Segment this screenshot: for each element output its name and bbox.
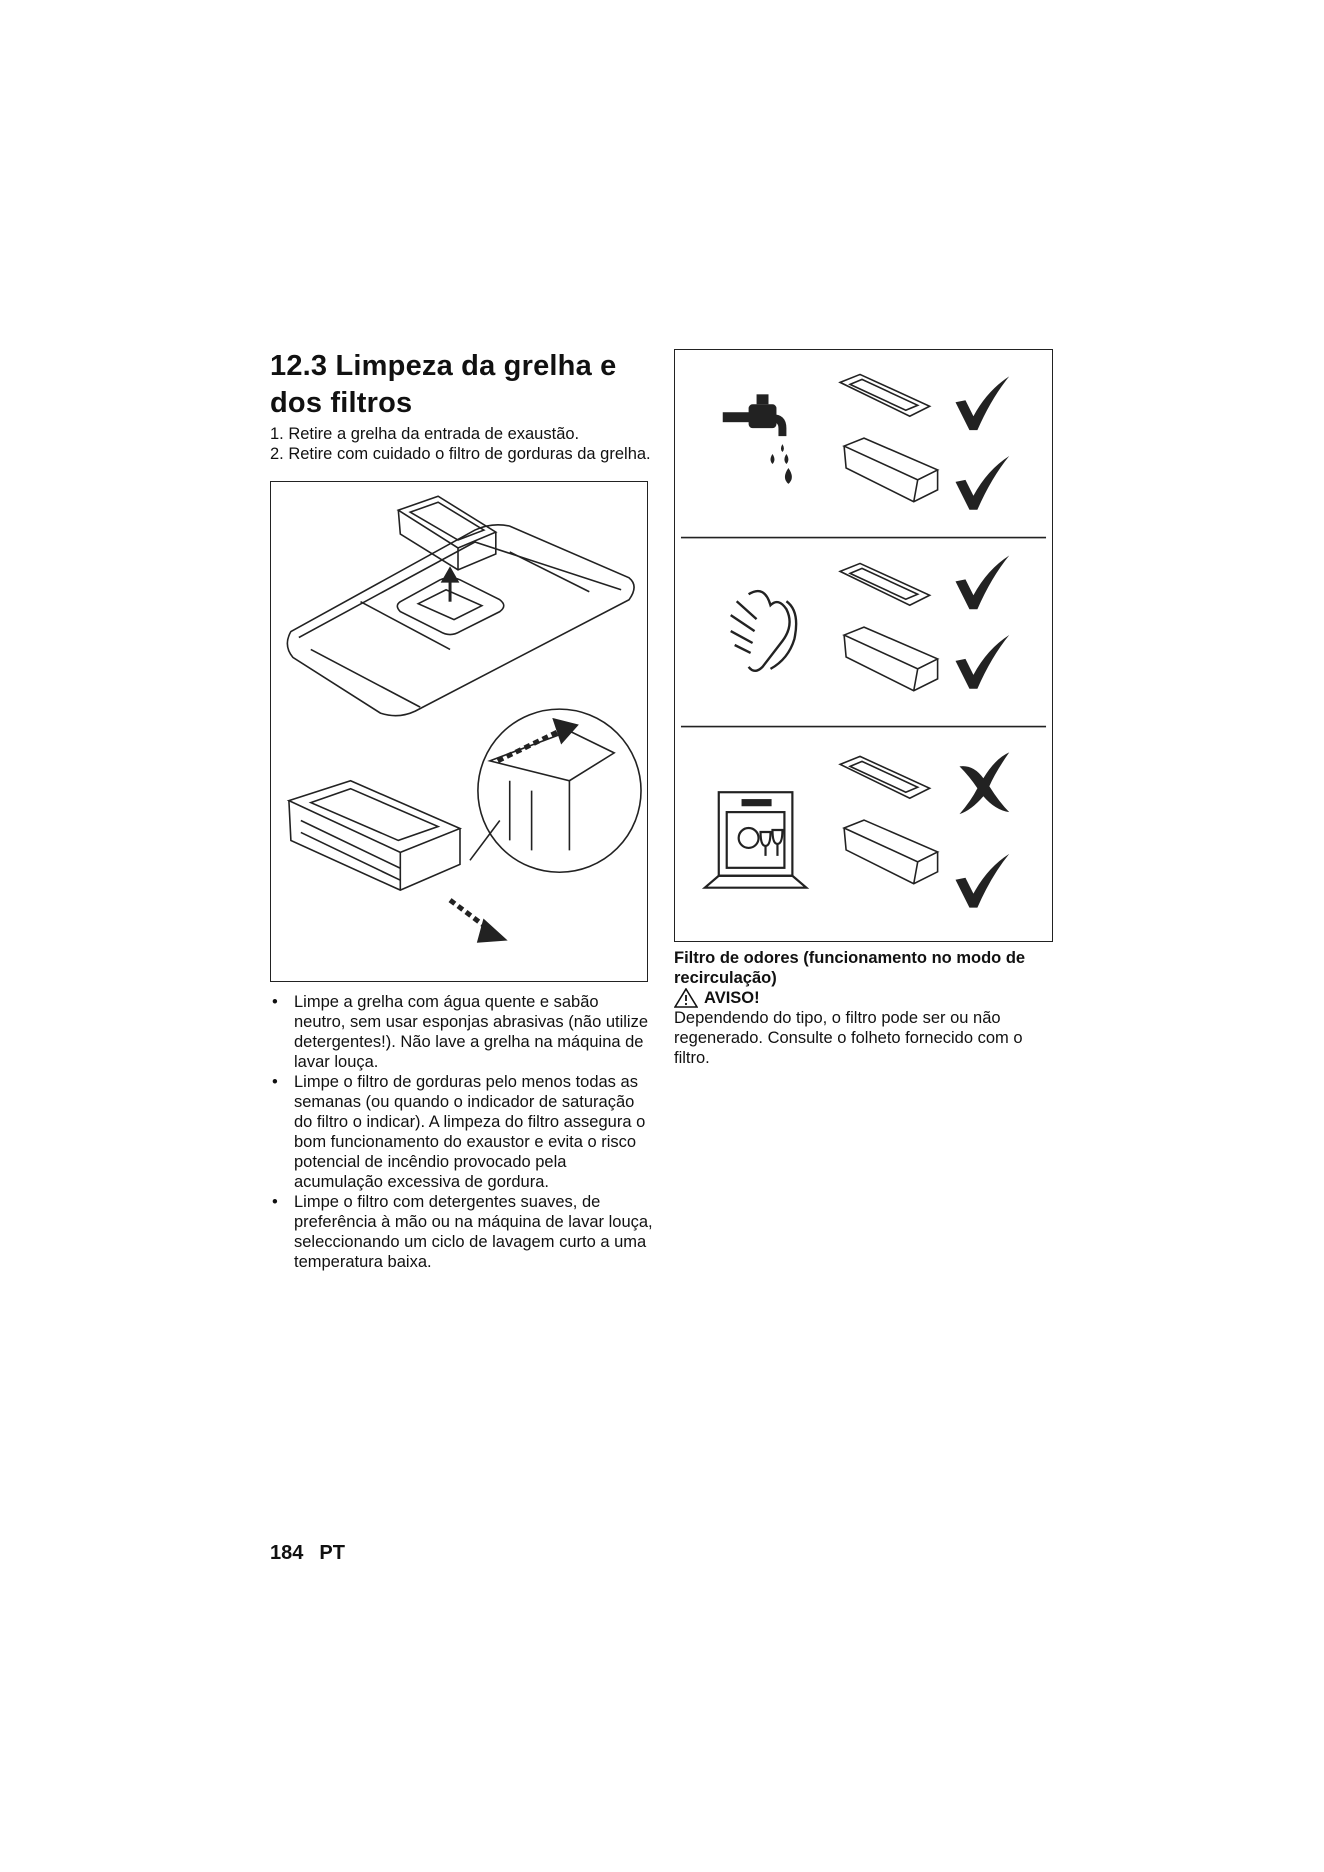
cross-icon xyxy=(959,752,1009,814)
cleaning-section xyxy=(270,348,652,464)
check-icon xyxy=(956,555,1010,609)
grille-icon xyxy=(840,563,930,605)
cleaning-methods-drawing xyxy=(675,350,1052,941)
warning-icon xyxy=(674,988,698,1008)
filter-icon xyxy=(844,820,938,884)
warning-label: AVISO! xyxy=(674,988,1058,1008)
language-code: PT xyxy=(319,1542,345,1564)
check-icon xyxy=(956,854,1010,908)
grille-icon xyxy=(840,374,930,416)
tap-water-icon xyxy=(723,394,792,484)
step-item: 1. Retire a grelha da entrada de exaustão. xyxy=(270,425,580,443)
hand-wipe-icon xyxy=(731,591,796,671)
grille-removal-illustration xyxy=(270,481,648,982)
hob-grille-drawing xyxy=(271,482,647,981)
cleaning-methods-table xyxy=(674,349,1053,942)
bullet-icon: • xyxy=(272,993,278,1011)
bullet-icon: • xyxy=(272,1073,278,1091)
list-item: • Limpe a grelha com água quente e sabão neutro, sem usar esponjas abrasivas (não utilize detergentes!). Não lave a grelha na máquina de lavar louça. xyxy=(272,993,649,1071)
check-icon xyxy=(956,376,1010,430)
dishwasher-icon xyxy=(705,792,806,887)
odor-filter-section xyxy=(674,948,1058,1068)
grille-icon xyxy=(840,756,930,798)
odor-filter-heading: Filtro de odores (funcionamento no modo de recirculação) xyxy=(674,949,1026,987)
page-footer xyxy=(270,1542,361,1565)
section-title: 12.3 Limpeza da grelha e dos filtros xyxy=(270,350,617,419)
bullet-icon: • xyxy=(272,1193,278,1211)
cleaning-instructions xyxy=(270,992,654,1272)
page-number: 184 xyxy=(270,1542,304,1564)
list-item: • Limpe o filtro com detergentes suaves, de preferência à mão ou na máquina de lavar louça, seleccionando um ciclo de lavagem curto a uma temperatura baixa. xyxy=(272,1193,653,1271)
odor-filter-text: Dependendo do tipo, o filtro pode ser ou não regenerado. Consulte o folheto fornecido com o filtro. xyxy=(674,1009,1023,1067)
step-item: 2. Retire com cuidado o filtro de gorduras da grelha. xyxy=(270,445,651,463)
filter-icon xyxy=(844,438,938,502)
check-icon xyxy=(956,635,1010,689)
check-icon xyxy=(956,456,1010,510)
filter-icon xyxy=(844,627,938,691)
list-item: • Limpe o filtro de gorduras pelo menos todas as semanas (ou quando o indicador de saturação do filtro o indicar). A limpeza do filtro assegura o bom funcionamento do exaustor e evita o risco potencial de incêndio provocado pela acumulação excessiva de gordura. xyxy=(272,1073,646,1191)
steps-list xyxy=(270,424,652,464)
